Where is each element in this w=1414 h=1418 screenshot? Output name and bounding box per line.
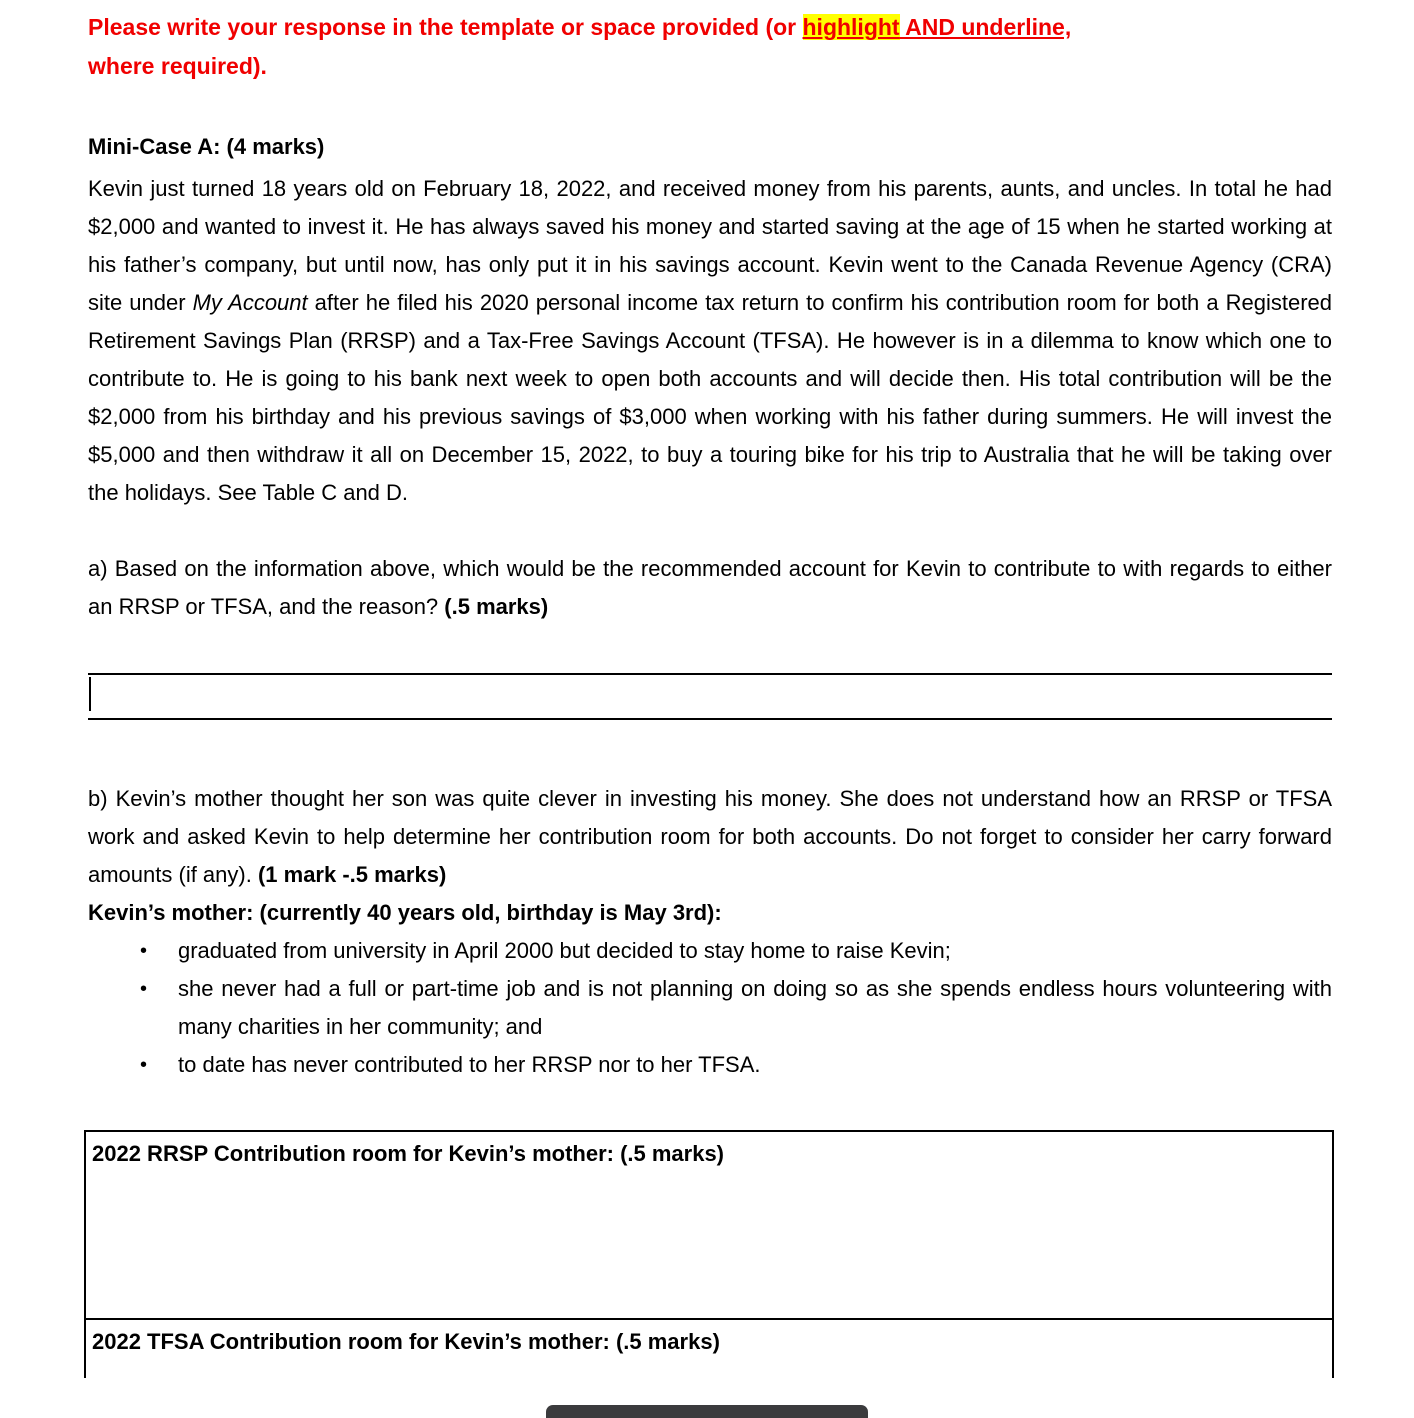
case-title: Mini-Case A: (4 marks) — [88, 134, 325, 159]
table-row[interactable] — [86, 1318, 1332, 1378]
answer-line[interactable] — [88, 630, 1332, 675]
rrsp-row-label: 2022 RRSP Contribution room for Kevin’s mother: (.5 marks) — [92, 1141, 725, 1166]
list-item — [88, 932, 1332, 970]
italic-phrase: My Account — [192, 290, 308, 315]
list-item-text: graduated from university in April 2000 but decided to stay home to raise Kevin; — [178, 938, 951, 963]
highlighted-word: highlight — [802, 14, 900, 40]
case-body-pre: Kevin just turned 18 years old on February 18, 2022, and received money from his parents, aunts, and uncles. In total he had $2,000 and wanted to invest it. He has always saved his money and started saving at the age of 15 when he started working at his father’s company, but until now, has only put it in his savings account. Kevin went to the Canada Revenue Agency (CRA) site under — [88, 176, 1332, 315]
question-b-text: b) Kevin’s mother thought her son was quite clever in investing his money. She does not understand how an RRSP or TFSA work and asked Kevin to help determine her contribution room for both accounts. Do not forget to consider her carry forward amounts (if any). — [88, 786, 1332, 887]
question-b-marks: (1 mark -.5 marks) — [257, 862, 447, 887]
question-a-text: a) Based on the information above, which would be the recommended account for Kevin to contribute to with regards to either an RRSP or TFSA, and the reason? — [88, 556, 1332, 619]
bullet-icon: • — [140, 978, 148, 1000]
answer-table — [84, 1130, 1334, 1378]
mother-info-list — [88, 932, 1332, 1084]
bullet-icon: • — [140, 940, 148, 962]
bottom-ui-bar — [546, 1405, 868, 1418]
mother-info-heading: Kevin’s mother: (currently 40 years old, birthday is May 3rd): — [88, 900, 722, 925]
case-body — [88, 170, 1332, 512]
notice-text-pre: Please write your response in the template or space provided (or — [88, 14, 803, 40]
list-item-text: to date has never contributed to her RRSP nor to her TFSA. — [178, 1052, 761, 1077]
underlined-phrase: AND underline, — [899, 14, 1072, 40]
notice-text-post: where required). — [88, 53, 267, 79]
table-row[interactable] — [86, 1132, 1332, 1318]
answer-blank-area[interactable] — [88, 630, 1332, 720]
list-item — [88, 970, 1332, 1046]
list-item — [88, 1046, 1332, 1084]
tfsa-row-label: 2022 TFSA Contribution room for Kevin’s mother: (.5 marks) — [92, 1329, 720, 1354]
instructions-notice — [88, 8, 1332, 86]
case-body-post: after he filed his 2020 personal income tax return to confirm his contribution room for both a Registered Retirement Savings Plan (RRSP) and a Tax-Free Savings Account (TFSA). He however is in a dilemma to know which one to contribute to. He is going to his bank next week to open both accounts and will decide then. His total contribution will be the $2,000 from his birthday and his previous savings of $3,000 when working with his father during summers. He will invest the $5,000 and then withdraw it all on December 15, 2022, to buy a touring bike for his trip to Australia that he will be taking over the holidays. See Table C and D. — [88, 290, 1332, 505]
text-cursor — [89, 677, 91, 711]
bullet-icon: • — [140, 1054, 148, 1076]
question-b — [88, 780, 1332, 894]
list-item-text: she never had a full or part-time job and is not planning on doing so as she spends endless hours volunteering with many charities in her community; and — [178, 976, 1332, 1039]
question-a — [88, 550, 1332, 626]
answer-line[interactable] — [88, 675, 1332, 720]
question-a-marks: (.5 marks) — [444, 594, 549, 619]
